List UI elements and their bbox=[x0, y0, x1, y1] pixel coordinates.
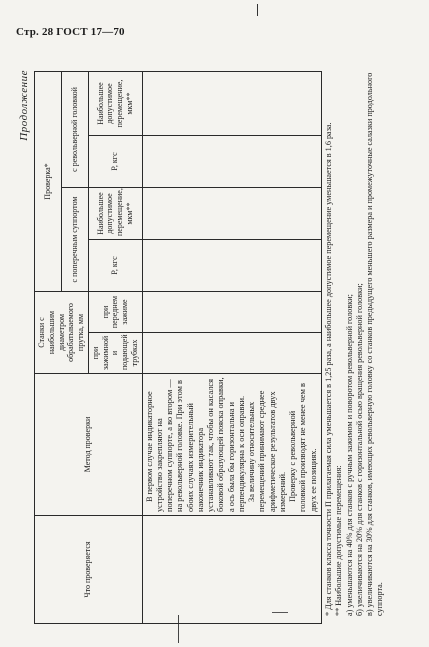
method-para-2: За величину относительных перемещений принимают среднее арифметическое результатов двух измерений. bbox=[247, 390, 287, 512]
header-force-turret: P, кгс bbox=[88, 136, 142, 188]
footnote-item-b: б) увеличиваются на 20% для станков с горизонтальной осью вращения револьверной головки; bbox=[354, 283, 364, 616]
header-what-checked: Что проверяется bbox=[35, 516, 143, 624]
cell-method bbox=[142, 374, 321, 516]
header-turret: с револьверной головкой bbox=[61, 72, 88, 188]
cell-clamp bbox=[142, 333, 321, 374]
footnote-1: * Для станков класса точности П прилагаемая сила уменьшается в 1,25 раза, а наибольшее допустимое перемещение уменьшается в 1,6 раза. bbox=[324, 122, 333, 616]
footnote-item-c: в) увеличиваются на 30% для станков, имеющих револьверную головку со станков предыдущего меньшего размера и промежуточные салазки продольного суппорта. bbox=[365, 72, 385, 616]
rotated-page-content bbox=[18, 64, 398, 624]
header-lathes: Станки с наибольшим диаметром обрабатываемого прутка, мм bbox=[35, 292, 89, 374]
header-method: Метод проверки bbox=[35, 374, 143, 516]
cell-disp-cross bbox=[142, 188, 321, 240]
cell-disp-turret bbox=[142, 72, 321, 136]
footnotes bbox=[324, 72, 386, 624]
page-header: Стр. 28 ГОСТ 17—70 bbox=[16, 26, 125, 38]
inspection-table bbox=[34, 71, 322, 624]
header-max-displacement-turret: Наибольшее допустимое перемещение, мкм** bbox=[88, 72, 142, 136]
cell-front bbox=[142, 292, 321, 333]
margin-mark bbox=[257, 4, 258, 16]
footnote-2: ** Наибольшие допустимые перемещения: bbox=[334, 465, 344, 616]
cell-what-checked bbox=[142, 516, 321, 624]
header-cross-slide: с поперечным суппортом bbox=[61, 188, 88, 292]
cell-force-turret bbox=[142, 136, 321, 188]
cell-force-cross bbox=[142, 240, 321, 292]
header-check: Проверка* bbox=[35, 72, 62, 292]
continuation-label: Продолжение bbox=[18, 70, 30, 141]
header-force-cross: P, кгс bbox=[88, 240, 142, 292]
header-clamp-tube: при зажимной и подающей трубках bbox=[88, 333, 142, 374]
footnote-item-a: а) уменьшаются на 40% для станков с ручным зажимом и поворотом револьверной головки; bbox=[344, 294, 354, 616]
header-front-clamp: при переднем зажиме bbox=[88, 292, 142, 333]
method-para-1: В первом случае индикаторное устройство закрепляют на поперечном суппорте, а во втором — на револьверной головке. При этом в обоих случаях измерительный наконечник индикатора устанавливают так, чтобы он касался боковой образующей пояска оправки, а ось была бы горизонтальна и перпендикулярна к оси оправки. bbox=[144, 377, 246, 512]
header-max-displacement-cross: Наибольшее допустимое перемещение, мкм** bbox=[88, 188, 142, 240]
method-para-3: Проверку с револьверной головкой производят не менее чем в двух ее позициях. bbox=[288, 383, 318, 512]
